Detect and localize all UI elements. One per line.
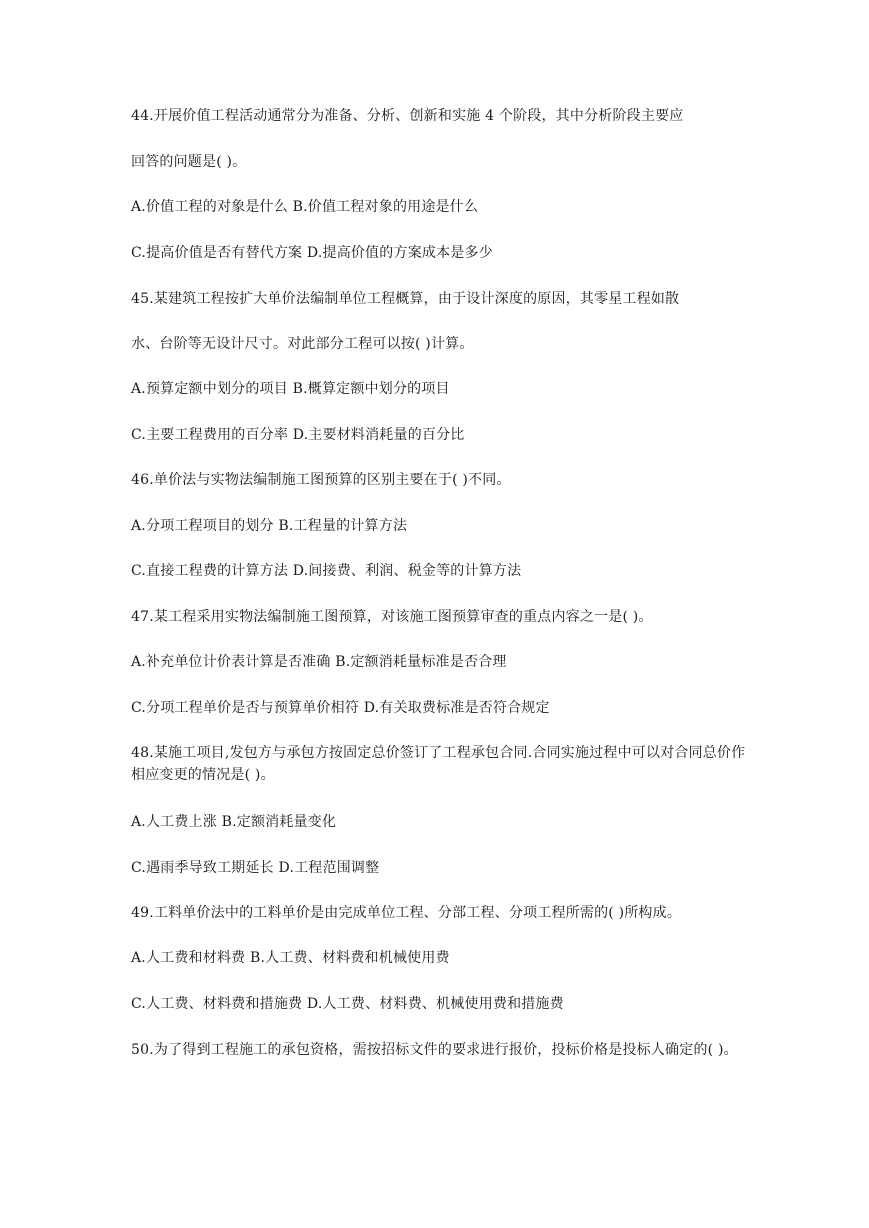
- question-45-options-line-2: C.主要工程费用的百分率 D.主要材料消耗量的百分比: [131, 427, 465, 443]
- question-49-options-line-2: C.人工费、材料费和措施费 D.人工费、材料费、机械使用费和措施费: [131, 996, 564, 1012]
- question-46-options-line-2: C.直接工程费的计算方法 D.间接费、利润、税金等的计算方法: [131, 563, 522, 579]
- question-48-options-line-1: A.人工费上涨 B.定额消耗量变化: [131, 814, 337, 830]
- question-48-options-line-2: C.遇雨季导致工期延长 D.工程范围调整: [131, 860, 380, 876]
- question-47-stem: 47.某工程采用实物法编制施工图预算，对该施工图预算审查的重点内容之一是( )。: [131, 609, 653, 625]
- question-44-options-line-1: A.价值工程的对象是什么 B.价值工程对象的用途是什么: [131, 199, 479, 215]
- question-48-stem: 48.某施工项目,发包方与承包方按固定总价签订了工程承包合同.合同实施过程中可以对合同总价作相应变更的情况是( )。: [131, 745, 746, 783]
- question-44-stem-line-2: 回答的问题是( )。: [131, 154, 247, 170]
- question-44-stem-line-1: 44.开展价值工程活动通常分为准备、分析、创新和实施 4 个阶段，其中分析阶段主要应: [131, 108, 684, 124]
- question-46-options-line-1: A.分项工程项目的划分 B.工程量的计算方法: [131, 518, 408, 534]
- question-45-options-line-1: A.预算定额中划分的项目 B.概算定额中划分的项目: [131, 381, 450, 397]
- question-49-stem: 49.工料单价法中的工料单价是由完成单位工程、分部工程、分项工程所需的( )所构成。: [131, 905, 682, 921]
- question-46-stem: 46.单价法与实物法编制施工图预算的区别主要在于( )不同。: [131, 472, 511, 488]
- question-45-stem-line-2: 水、台阶等无设计尺寸。对此部分工程可以按( )计算。: [131, 336, 474, 352]
- question-50-stem: 50.为了得到工程施工的承包资格，需按招标文件的要求进行报价，投标价格是投标人确定的( )。: [131, 1042, 738, 1058]
- question-45-stem-line-1: 45.某建筑工程按扩大单价法编制单位工程概算，由于设计深度的原因，其零星工程如散: [131, 291, 680, 307]
- question-44-options-line-2: C.提高价值是否有替代方案 D.提高价值的方案成本是多少: [131, 245, 493, 261]
- question-47-options-line-2: C.分项工程单价是否与预算单价相符 D.有关取费标准是否符合规定: [131, 700, 550, 716]
- question-47-options-line-1: A.补充单位计价表计算是否准确 B.定额消耗量标准是否合理: [131, 654, 507, 670]
- question-49-options-line-1: A.人工费和材料费 B.人工费、材料费和机械使用费: [131, 950, 450, 966]
